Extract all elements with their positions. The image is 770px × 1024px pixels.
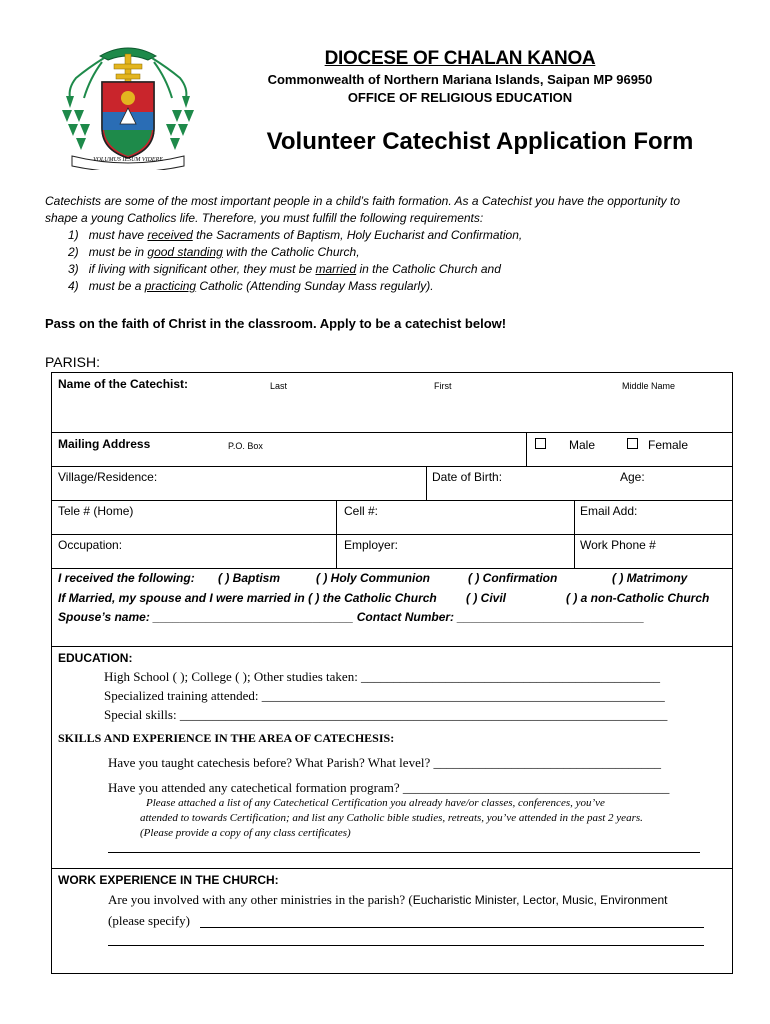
divider <box>51 500 732 501</box>
requirement-2: 2) must be in good standing with the Catholic Church, <box>68 245 360 259</box>
female-checkbox[interactable] <box>627 438 638 449</box>
divider <box>51 534 732 535</box>
coat-of-arms-logo <box>58 38 198 170</box>
certification-note-2: attended to towards Certification; and list any Catholic bible studies, retreats, you’ve attended in the past 2 years. <box>140 812 643 824</box>
form-title: Volunteer Catechist Application Form <box>266 128 694 155</box>
matrimony-option[interactable]: ( ) Matrimony <box>612 571 688 585</box>
sacraments-label: I received the following: <box>58 571 195 585</box>
occupation-label: Occupation: <box>58 538 123 552</box>
male-checkbox[interactable] <box>535 438 546 449</box>
divider <box>526 432 527 466</box>
catechist-name-label: Name of the Catechist: <box>58 377 189 391</box>
training-line[interactable]: Specialized training attended: ______________________________________________________________ <box>104 688 665 703</box>
email-label: Email Add: <box>580 504 638 518</box>
certification-note-3: (Please provide a copy of any class certificates) <box>140 827 351 839</box>
spouse-line[interactable]: Spouse’s name: ______________________________ Contact Number: ____________________________ <box>58 610 645 624</box>
female-label: Female <box>648 438 689 452</box>
divider <box>51 646 732 647</box>
school-line[interactable]: High School ( ); College ( ); Other studies taken: ______________________________________________ <box>104 669 661 684</box>
office-title: OFFICE OF RELIGIOUS EDUCATION <box>347 90 573 105</box>
divider <box>426 466 427 500</box>
mailing-address-label: Mailing Address <box>58 437 151 451</box>
dob-label: Date of Birth: <box>432 470 503 484</box>
po-box-label: P.O. Box <box>228 441 263 451</box>
requirement-3: 3) if living with significant other, they must be married in the Catholic Church and <box>68 262 501 276</box>
answer-line[interactable] <box>108 852 700 853</box>
divider <box>51 432 732 433</box>
specify-line[interactable] <box>200 927 704 928</box>
divider <box>51 868 732 869</box>
catechist-name-field[interactable] <box>200 392 730 432</box>
parish-label: PARISH: <box>45 354 100 370</box>
age-label: Age: <box>620 470 645 484</box>
attended-line[interactable]: Have you attended any catechetical formation program? _________________________________________ <box>108 780 670 795</box>
requirement-4: 4) must be a practicing Catholic (Attending Sunday Mass regularly). <box>68 279 434 293</box>
holy-communion-option[interactable]: ( ) Holy Communion <box>316 571 430 585</box>
answer-line[interactable] <box>108 945 704 946</box>
employer-label: Employer: <box>344 538 399 552</box>
certification-note-1: Please attached a list of any Catechetical Certification you already have/or classes, conferences, you’ve <box>146 797 605 809</box>
taught-line[interactable]: Have you taught catechesis before? What Parish? What level? ___________________________________ <box>108 755 661 770</box>
village-field[interactable] <box>58 484 418 498</box>
diocese-title: DIOCESE OF CHALAN KANOA <box>324 48 596 69</box>
catechesis-heading: SKILLS AND EXPERIENCE IN THE AREA OF CATECHESIS: <box>58 731 395 745</box>
last-name-label: Last <box>270 381 288 391</box>
first-name-label: First <box>434 381 452 391</box>
baptism-option[interactable]: ( ) Baptism <box>218 571 281 585</box>
non-catholic-option[interactable]: ( ) a non-Catholic Church <box>566 591 710 605</box>
mailing-address-field[interactable] <box>200 452 520 466</box>
divider <box>51 466 732 467</box>
cell-label: Cell #: <box>344 504 379 518</box>
male-label: Male <box>569 438 596 452</box>
home-phone-label: Tele # (Home) <box>58 504 134 518</box>
ministries-question: Are you involved with any other ministries in the parish? (Eucharistic Minister, Lector, Music, Environment <box>108 892 668 907</box>
requirement-1: 1) must have received the Sacraments of Baptism, Holy Eucharist and Confirmation, <box>68 228 523 242</box>
civil-option[interactable]: ( ) Civil <box>466 591 507 605</box>
diocese-address: Commonwealth of Northern Mariana Islands, Saipan MP 96950 <box>267 72 653 87</box>
work-phone-label: Work Phone # <box>580 538 656 552</box>
call-to-action: Pass on the faith of Christ in the classroom. Apply to be a catechist below! <box>45 316 507 331</box>
skills-line[interactable]: Special skills: ___________________________________________________________________________ <box>104 707 668 722</box>
village-label: Village/Residence: <box>58 470 158 484</box>
marriage-catholic-option[interactable]: If Married, my spouse and I were married in ( ) the Catholic Church <box>58 591 437 605</box>
please-specify-label: (please specify) <box>108 913 190 928</box>
middle-name-label: Middle Name <box>622 381 676 391</box>
intro-line-2: shape a young Catholics life. Therefore, you must fulfill the following requirements: <box>45 211 484 225</box>
intro-line-1: Catechists are some of the most important people in a child’s faith formation. As a Catechist you have the opportunity to <box>45 194 681 208</box>
confirmation-option[interactable]: ( ) Confirmation <box>468 571 558 585</box>
motto-text: VOLUMUS IESUM VIDERE <box>93 157 163 163</box>
education-heading: EDUCATION: <box>58 651 133 665</box>
work-experience-heading: WORK EXPERIENCE IN THE CHURCH: <box>58 873 279 887</box>
divider <box>51 568 732 569</box>
